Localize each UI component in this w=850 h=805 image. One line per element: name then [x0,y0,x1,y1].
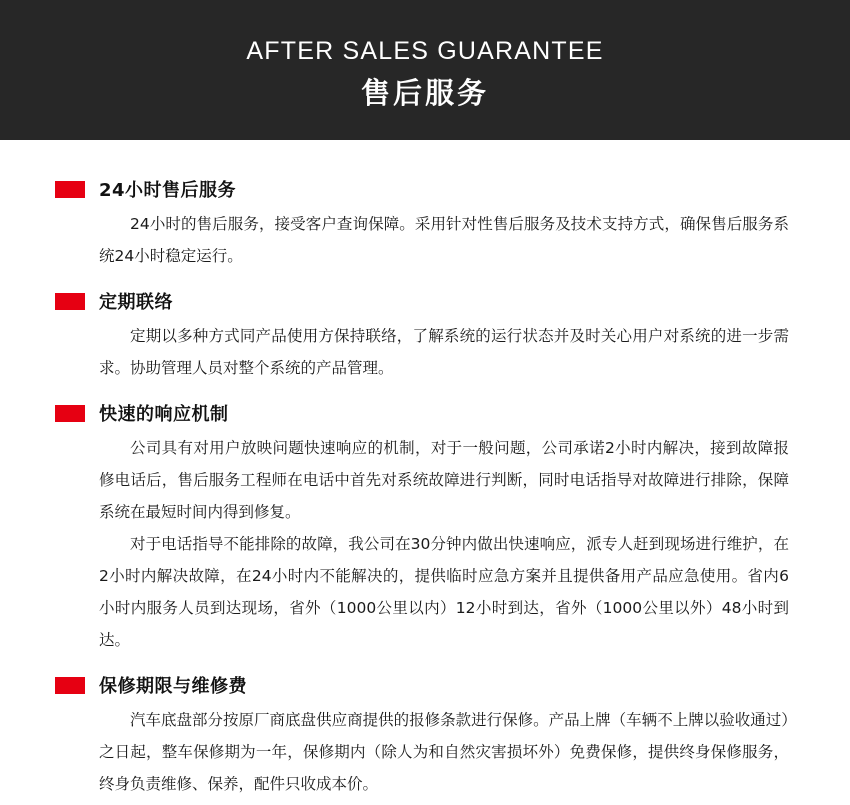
banner-title-chinese: 售后服务 [360,75,489,110]
section-paragraph: 对于电话指导不能排除的故障，我公司在30分钟内做出快速响应，派专人赶到现场进行维护，在2小时内解决故障，在24小时内不能解决的，提供临时应急方案并且提供备用产品应急使用。省内6小时内服务人员到达现场，省外（1000公里以内）12小时到达，省外（1000公里以外）48小时到达。 [99,535,789,649]
section-rapid-response [55,400,795,656]
red-square-bullet-icon [55,677,85,694]
section-24h-service [55,176,795,272]
section-paragraph: 定期以多种方式同产品使用方保持联络，了解系统的运行状态并及时关心用户对系统的进一步需求。协助管理人员对整个系统的产品管理。 [99,327,789,377]
red-square-bullet-icon [55,293,85,310]
page-banner [0,0,850,140]
red-square-bullet-icon [55,181,85,198]
section-heading [55,400,795,426]
section-title: 保修期限与维修费 [99,676,247,697]
section-title: 24小时售后服务 [99,180,237,201]
content-body [0,140,850,800]
section-regular-contact [55,288,795,384]
red-square-bullet-icon [55,405,85,422]
section-heading [55,672,795,698]
section-heading [55,288,795,314]
section-warranty-period [55,672,795,800]
banner-title-english: AFTER SALES GUARANTEE [246,36,604,65]
section-paragraph: 公司具有对用户放映问题快速响应的机制，对于一般问题，公司承诺2小时内解决，接到故障报修电话后，售后服务工程师在电话中首先对系统故障进行判断，同时电话指导对故障进行排除，保障系统在最短时间内得到修复。 [99,439,789,521]
section-heading [55,176,795,202]
section-title: 定期联络 [99,292,173,313]
section-paragraph: 24小时的售后服务，接受客户查询保障。采用针对性售后服务及技术支持方式，确保售后服务系统24小时稳定运行。 [99,215,789,265]
section-paragraph: 汽车底盘部分按原厂商底盘供应商提供的报修条款进行保修。产品上牌（车辆不上牌以验收通过）之日起，整车保修期为一年，保修期内（除人为和自然灾害损坏外）免费保修，提供终身保修服务，终身负责维修、保养，配件只收成本价。 [99,711,789,793]
section-title: 快速的响应机制 [99,404,229,425]
